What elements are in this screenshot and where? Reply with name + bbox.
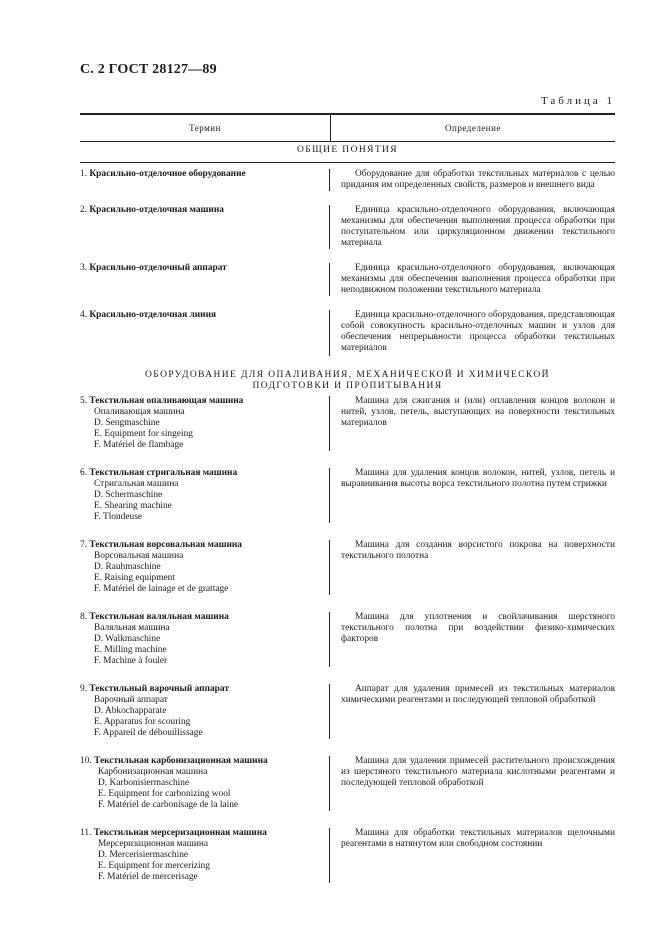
term-line	[80, 684, 329, 695]
definition-cell	[330, 263, 615, 296]
definition-text: Единица красильно-отделочного оборудования, представляющая собой совокупность красильно-отделочных машин и узлов для обеспечения непрерывности процесса обработки текстильных материалов	[341, 310, 615, 353]
section-title-preparation: ОБОРУДОВАНИЕ ДЛЯ ОПАЛИВАНИЯ, МЕХАНИЧЕСКОЙ И ХИМИЧЕСКОЙ ПОДГОТОВКИ И ПРОПИТЫВАНИЯ	[145, 370, 550, 391]
definition-cell	[330, 468, 615, 523]
definition-cell	[330, 612, 615, 667]
term-line	[80, 612, 329, 623]
term-synonym-alt: Валяльная машина	[94, 623, 170, 633]
term-cell	[80, 828, 330, 883]
section-preparation-rows	[80, 394, 615, 883]
term-name: Красильно-отделочный аппарат	[89, 263, 227, 273]
term-cell	[80, 684, 330, 739]
term-cell	[80, 468, 330, 523]
term-name: Текстильная стригальная машина	[89, 468, 238, 478]
term-line	[80, 396, 329, 407]
term-line	[80, 540, 329, 551]
table-row	[80, 296, 615, 354]
definition-cell	[330, 205, 615, 249]
term-synonym-alt: Опаливающая машина	[94, 407, 185, 417]
term-name: Красильно-отделочная машина	[89, 205, 224, 215]
term-synonym-f: F. Tlondeuse	[94, 512, 143, 522]
term-synonym-d: D. Abkochapparate	[94, 706, 167, 716]
column-header-definition: Определение	[445, 123, 501, 133]
table-row	[80, 394, 615, 451]
table-row	[80, 595, 615, 667]
term-cell	[80, 612, 330, 667]
term-number: 1.	[80, 169, 88, 179]
term-synonym-e: E. Apparatus for scouring	[94, 717, 191, 727]
term-name: Красильно-отделочная линия	[89, 310, 217, 320]
table-row	[80, 191, 615, 249]
definition-text: Машина для сжигания и (или) оплавления концов волокон и нитей, узлов, петель, выступающих на поверхности текстильных материалов	[341, 396, 615, 428]
terms-table	[80, 113, 615, 883]
term-cell	[80, 756, 330, 811]
page-header: С. 2 ГОСТ 28127—89	[80, 62, 217, 77]
definition-text: Машина для удаления примесей растительного происхождения из шерстяного текстильного материала кислотными реагентами и последующей тепловой обработкой	[341, 756, 615, 788]
term-cell	[80, 205, 330, 249]
row-spacer-term	[80, 354, 330, 356]
term-cell	[80, 396, 330, 451]
term-number: 5.	[80, 396, 88, 406]
definition-cell	[330, 828, 615, 883]
table-row	[80, 451, 615, 523]
term-synonym-e: E. Milling machine	[94, 645, 167, 655]
term-synonym-alt: Мерсеризационная машина	[98, 839, 209, 849]
table-row	[80, 523, 615, 595]
term-name: Красильно-отделочное оборудование	[89, 169, 246, 179]
term-synonym-d: D. Walkmaschine	[94, 634, 161, 644]
definition-cell	[330, 684, 615, 739]
definition-cell	[330, 540, 615, 595]
table-header	[80, 113, 615, 142]
term-cell	[80, 169, 330, 191]
term-synonym-f: F. Matériel de lainage et de grattage	[94, 584, 229, 594]
definition-text: Единица красильно-отделочного оборудования, включающая механизмы для обеспечения выполнения процесса обработки при неподвижном положении текстильного материала	[341, 263, 615, 295]
term-number: 7.	[80, 540, 88, 550]
section-general-rows	[80, 163, 615, 356]
table-row	[80, 739, 615, 811]
term-cell	[80, 263, 330, 296]
term-line	[80, 828, 329, 839]
definition-text: Машина для уплотнения и свойлачивания шерстяного текстильного полотна при воздействии физико-химических факторов	[341, 612, 615, 644]
term-synonym-d: D. Rauhmaschine	[94, 562, 161, 572]
term-synonym-d: D. Sengmaschine	[94, 418, 160, 428]
definition-cell	[330, 169, 615, 191]
term-name: Текстильный варочный аппарат	[89, 684, 229, 694]
term-name: Текстильная опаливающая машина	[89, 396, 244, 406]
term-number: 4.	[80, 310, 88, 320]
table-row	[80, 667, 615, 739]
term-number: 10.	[80, 756, 92, 766]
term-synonym-e: E. Raising equipment	[94, 573, 175, 583]
term-synonym-alt: Карбонизационная машина	[98, 767, 208, 777]
term-number: 3.	[80, 263, 88, 273]
term-synonym-e: E. Shearing machine	[94, 501, 172, 511]
term-number: 8.	[80, 612, 88, 622]
term-synonym-alt: Стригальная машина	[94, 479, 179, 489]
definition-text: Оборудование для обработки текстильных материалов с целью придания им определенных свойств, размеров и внешнего вида	[341, 169, 615, 190]
term-synonym-f: F. Matériel de flambage	[94, 440, 184, 450]
row-spacer	[80, 354, 615, 356]
term-name: Текстильная мерсеризационная машина	[93, 828, 267, 838]
term-cell	[80, 310, 330, 354]
term-number: 6.	[80, 468, 88, 478]
term-line	[80, 756, 329, 767]
table-label: Таблица 1	[540, 95, 615, 107]
term-synonym-d: D. Mercerisiermaschine	[98, 850, 189, 860]
term-name: Текстильная ворсовальная машина	[89, 540, 242, 550]
column-header-term: Термин	[80, 115, 331, 141]
term-synonym-f: F. Matériel de carbonisage de la laine	[98, 800, 239, 810]
definition-cell	[330, 756, 615, 811]
section-title-general: ОБЩИЕ ПОНЯТИЯ	[80, 142, 615, 163]
definition-text: Аппарат для удаления примесей из текстильных материалов химическими реагентами и последующей тепловой обработкой	[341, 684, 615, 705]
term-name: Текстильная карбонизационная машина	[94, 756, 268, 766]
term-synonym-d: D. Karbonisiermaschine	[98, 778, 190, 788]
definition-text: Единица красильно-отделочного оборудования, включающая механизмы для обеспечения выполнения процесса обработки при поступательном или циркуляционном движении текстильного материала	[341, 205, 615, 248]
term-synonym-f: F. Matériel de mercerisage	[98, 872, 198, 882]
term-synonym-alt: Варочный аппарат	[94, 695, 168, 705]
term-synonym-alt: Ворсовальная машина	[94, 551, 184, 561]
table-row	[80, 249, 615, 296]
term-number: 11.	[80, 828, 92, 838]
term-number: 9.	[80, 684, 88, 694]
term-synonym-f: F. Appareil de débouillissage	[94, 728, 203, 738]
definition-cell	[330, 396, 615, 451]
table-row	[80, 811, 615, 883]
term-line	[80, 468, 329, 479]
term-number: 2.	[80, 205, 88, 215]
definition-text: Машина для удаления концов волокон, нитей, узлов, петель и выравнивания высоты ворса текстильного полотна путем стрижки	[341, 468, 615, 489]
term-name: Текстильная валяльная машина	[89, 612, 229, 622]
definition-cell	[330, 310, 615, 354]
row-spacer-def	[330, 354, 615, 356]
table-row	[80, 163, 615, 191]
definition-text: Машина для создания ворсистого покрова на поверхности текстильного полотна	[341, 540, 615, 561]
term-synonym-d: D. Schermaschine	[94, 490, 163, 500]
term-synonym-f: F. Machine à fouler	[94, 656, 168, 666]
term-synonym-e: E. Equipment for carbonizing wool	[98, 789, 231, 799]
term-synonym-e: E. Equipment for mercerizing	[98, 861, 210, 871]
term-cell	[80, 540, 330, 595]
definition-text: Машина для обработки текстильных материалов щелочными реагентами в натянутом или свободном состоянии	[341, 828, 615, 849]
term-synonym-e: E. Equipment for singeing	[94, 429, 193, 439]
